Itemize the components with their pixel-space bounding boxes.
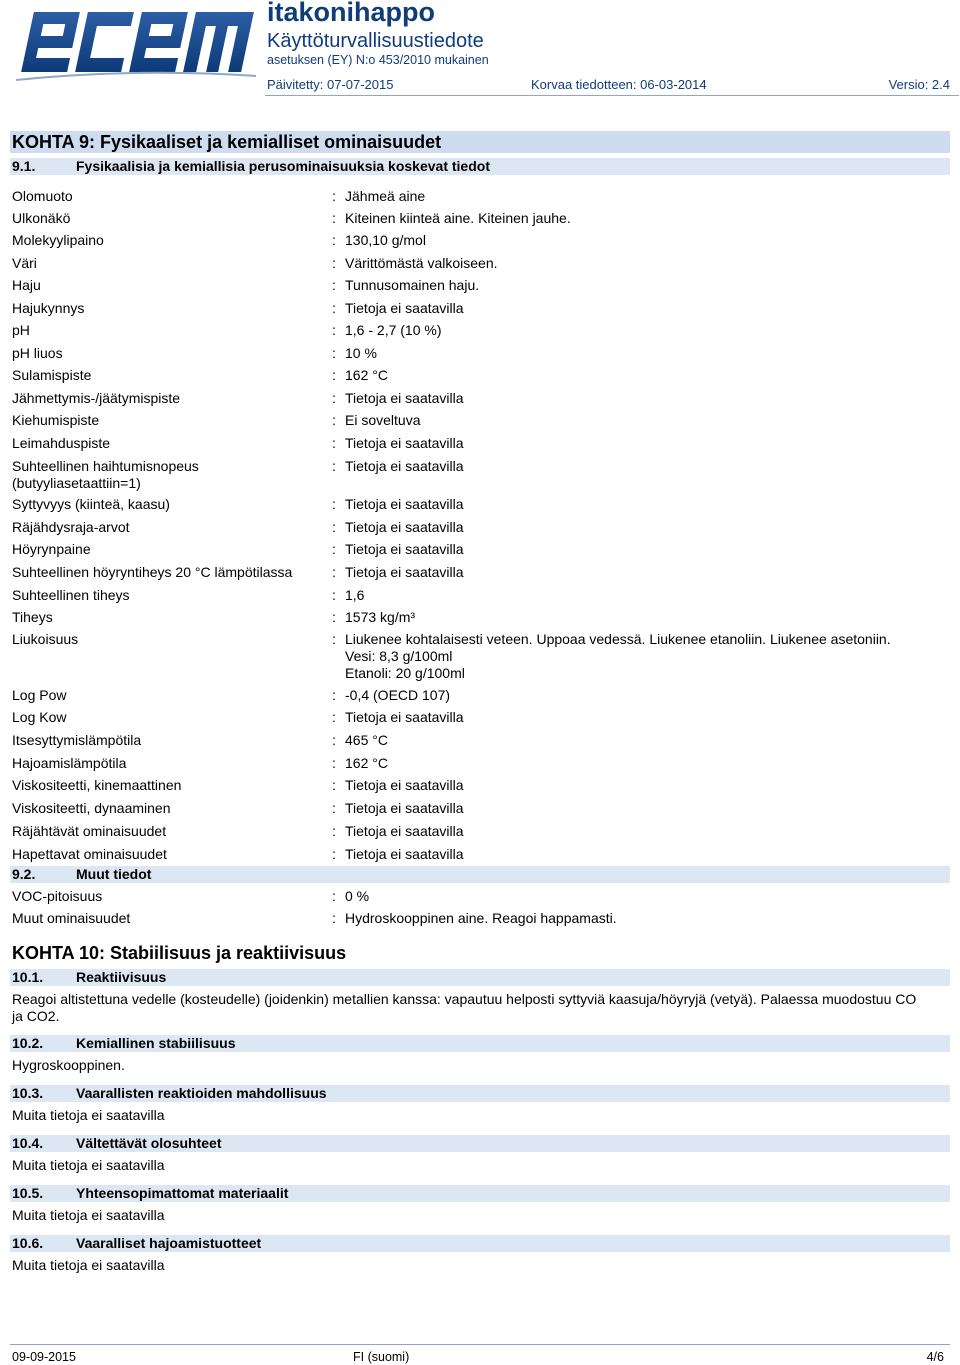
property-label: Räjähdysraja-arvot	[12, 519, 130, 535]
property-value: Tietoja ei saatavilla	[345, 800, 464, 816]
updated-date: Päivitetty: 07-07-2015	[267, 77, 394, 92]
regulation-reference: asetuksen (EY) N:o 453/2010 mukainen	[267, 53, 489, 67]
document-type: Käyttöturvallisuustiedote	[267, 30, 484, 52]
separator-colon: :	[332, 255, 336, 271]
header-divider	[265, 95, 959, 96]
property-label: Sulamispiste	[12, 367, 92, 383]
separator-colon: :	[332, 345, 336, 361]
property-value: -0,4 (OECD 107)	[345, 687, 451, 703]
subsection-text: Muita tietoja ei saatavilla	[12, 1157, 165, 1173]
property-value: 10 %	[345, 345, 377, 361]
property-label: Hapettavat ominaisuudet	[12, 846, 167, 862]
property-label: Räjähtävät ominaisuudet	[12, 823, 167, 839]
property-label: Suhteellinen haihtumisnopeus	[12, 458, 199, 474]
property-label: Höyrynpaine	[12, 541, 91, 557]
separator-colon: :	[332, 846, 336, 862]
separator-colon: :	[332, 631, 336, 647]
version: Versio: 2.4	[888, 77, 950, 92]
subsection-title: Vaarallisten reaktioiden mahdollisuus	[76, 1085, 327, 1101]
subsection-9-2-heading	[10, 866, 950, 883]
property-label: Viskositeetti, kinemaattinen	[12, 777, 182, 793]
separator-colon: :	[332, 435, 336, 451]
property-value-continued: Etanoli: 20 g/100ml	[345, 665, 465, 681]
subsection-number: 10.6.	[12, 1235, 44, 1251]
separator-colon: :	[332, 322, 336, 338]
subsection-title: Vaaralliset hajoamistuotteet	[76, 1235, 262, 1251]
separator-colon: :	[332, 910, 336, 926]
property-label: pH liuos	[12, 345, 63, 361]
separator-colon: :	[332, 888, 336, 904]
footer-divider	[10, 1344, 950, 1345]
footer-date: 09-09-2015	[12, 1350, 76, 1364]
property-value: Liukenee kohtalaisesti veteen. Uppoaa vedessä. Liukenee etanoliin. Liukenee asetoniin.	[345, 631, 891, 647]
property-value: Tietoja ei saatavilla	[345, 300, 464, 316]
separator-colon: :	[332, 188, 336, 204]
footer-language: FI (suomi)	[353, 1350, 410, 1364]
property-label: Muut ominaisuudet	[12, 910, 131, 926]
separator-colon: :	[332, 232, 336, 248]
property-value: Kiteinen kiinteä aine. Kiteinen jauhe.	[345, 210, 571, 226]
subsection-number: 10.1.	[12, 969, 44, 985]
subsection-number: 10.2.	[12, 1035, 44, 1051]
property-value: Tietoja ei saatavilla	[345, 709, 464, 725]
property-value: Tietoja ei saatavilla	[345, 435, 464, 451]
subsection-9-1-heading	[10, 158, 950, 175]
property-label: Väri	[12, 255, 37, 271]
footer-page-number: 4/6	[926, 1350, 944, 1364]
property-value: Tietoja ei saatavilla	[345, 496, 464, 512]
property-value: 1573 kg/m³	[345, 609, 416, 625]
subsection-text-continued: ja CO2.	[12, 1008, 60, 1024]
property-value: 1,6 - 2,7 (10 %)	[345, 322, 442, 338]
separator-colon: :	[332, 823, 336, 839]
subsection-title: Muut tiedot	[76, 866, 152, 882]
subsection-text: Reagoi altistettuna vedelle (kosteudelle) (joidenkin) metallien kanssa: vapautuu helposti syttyviä kaasuja/höyryjä (vetyä). Palaessa muodostuu CO	[12, 991, 917, 1007]
subsection-heading	[10, 1135, 950, 1152]
separator-colon: :	[332, 732, 336, 748]
property-label-continued: (butyyliasetaattiin=1)	[12, 475, 141, 491]
subsection-heading	[10, 1085, 950, 1102]
separator-colon: :	[332, 800, 336, 816]
document-header	[0, 0, 960, 100]
property-value: Hydroskooppinen aine. Reagoi happamasti.	[345, 910, 617, 926]
subsection-number: 10.3.	[12, 1085, 44, 1101]
property-value: Tietoja ei saatavilla	[345, 823, 464, 839]
property-value: 465 °C	[345, 732, 388, 748]
subsection-heading	[10, 1235, 950, 1252]
subsection-heading	[10, 969, 950, 986]
subsection-heading	[10, 1035, 950, 1052]
property-label: Olomuoto	[12, 188, 73, 204]
property-label: Haju	[12, 277, 41, 293]
separator-colon: :	[332, 412, 336, 428]
property-value: Tietoja ei saatavilla	[345, 541, 464, 557]
property-label: Jähmettymis-/jäätymispiste	[12, 390, 181, 406]
ecem-logo	[14, 2, 258, 82]
property-label: pH	[12, 322, 30, 338]
property-label: VOC-pitoisuus	[12, 888, 103, 904]
separator-colon: :	[332, 277, 336, 293]
property-value: 1,6	[345, 587, 365, 603]
property-label: Itsesyttymislämpötila	[12, 732, 142, 748]
property-label: Suhteellinen tiheys	[12, 587, 130, 603]
separator-colon: :	[332, 609, 336, 625]
subsection-text: Muita tietoja ei saatavilla	[12, 1207, 165, 1223]
subsection-title: Kemiallinen stabiilisuus	[76, 1035, 236, 1051]
property-label: Hajukynnys	[12, 300, 85, 316]
property-value: Jähmeä aine	[345, 188, 426, 204]
property-value: Tietoja ei saatavilla	[345, 846, 464, 862]
property-label: Log Pow	[12, 687, 67, 703]
property-value-continued: Vesi: 8,3 g/100ml	[345, 648, 453, 664]
property-label: Hajoamislämpötila	[12, 755, 127, 771]
subsection-number: 9.1.	[12, 158, 36, 174]
subsection-title: Vältettävät olosuhteet	[76, 1135, 222, 1151]
subsection-title: Yhteensopimattomat materiaalit	[76, 1185, 289, 1201]
property-value: 162 °C	[345, 755, 388, 771]
subsection-title: Fysikaalisia ja kemiallisia perusominaisuuksia koskevat tiedot	[76, 158, 490, 174]
property-value: Tunnusomainen haju.	[345, 277, 480, 293]
separator-colon: :	[332, 496, 336, 512]
subsection-number: 10.5.	[12, 1185, 44, 1201]
subsection-number: 10.4.	[12, 1135, 44, 1151]
property-value: Tietoja ei saatavilla	[345, 458, 464, 474]
property-value: Tietoja ei saatavilla	[345, 564, 464, 580]
separator-colon: :	[332, 390, 336, 406]
property-value: 130,10 g/mol	[345, 232, 426, 248]
property-value: 162 °C	[345, 367, 388, 383]
separator-colon: :	[332, 564, 336, 580]
property-label: Ulkonäkö	[12, 210, 71, 226]
section-9-heading: KOHTA 9: Fysikaaliset ja kemialliset ominaisuudet	[10, 131, 950, 153]
property-label: Suhteellinen höyryntiheys 20 °C lämpötilassa	[12, 564, 293, 580]
property-value: Tietoja ei saatavilla	[345, 777, 464, 793]
property-label: Leimahduspiste	[12, 435, 111, 451]
subsection-text: Muita tietoja ei saatavilla	[12, 1257, 165, 1273]
property-label: Syttyvyys (kiinteä, kaasu)	[12, 496, 170, 512]
subsection-number: 9.2.	[12, 866, 36, 882]
subsection-heading	[10, 1185, 950, 1202]
property-value: Ei soveltuva	[345, 412, 421, 428]
separator-colon: :	[332, 777, 336, 793]
subsection-text: Hygroskooppinen.	[12, 1057, 125, 1073]
property-value: Värittömästä valkoiseen.	[345, 255, 498, 271]
property-value: Tietoja ei saatavilla	[345, 519, 464, 535]
separator-colon: :	[332, 541, 336, 557]
subsection-text: Muita tietoja ei saatavilla	[12, 1107, 165, 1123]
property-label: Molekyylipaino	[12, 232, 104, 248]
replaces-date: Korvaa tiedotteen: 06-03-2014	[531, 77, 707, 92]
product-name: itakonihappo	[267, 0, 435, 27]
separator-colon: :	[332, 519, 336, 535]
separator-colon: :	[332, 458, 336, 474]
separator-colon: :	[332, 709, 336, 725]
property-value: Tietoja ei saatavilla	[345, 390, 464, 406]
property-label: Liukoisuus	[12, 631, 79, 647]
separator-colon: :	[332, 210, 336, 226]
separator-colon: :	[332, 367, 336, 383]
property-label: Kiehumispiste	[12, 412, 100, 428]
property-label: Viskositeetti, dynaaminen	[12, 800, 171, 816]
section-10-heading: KOHTA 10: Stabiilisuus ja reaktiivisuus	[12, 943, 347, 963]
separator-colon: :	[332, 300, 336, 316]
separator-colon: :	[332, 687, 336, 703]
subsection-title: Reaktiivisuus	[76, 969, 167, 985]
property-label: Tiheys	[12, 609, 53, 625]
separator-colon: :	[332, 755, 336, 771]
property-label: Log Kow	[12, 709, 67, 725]
separator-colon: :	[332, 587, 336, 603]
property-value: 0 %	[345, 888, 370, 904]
